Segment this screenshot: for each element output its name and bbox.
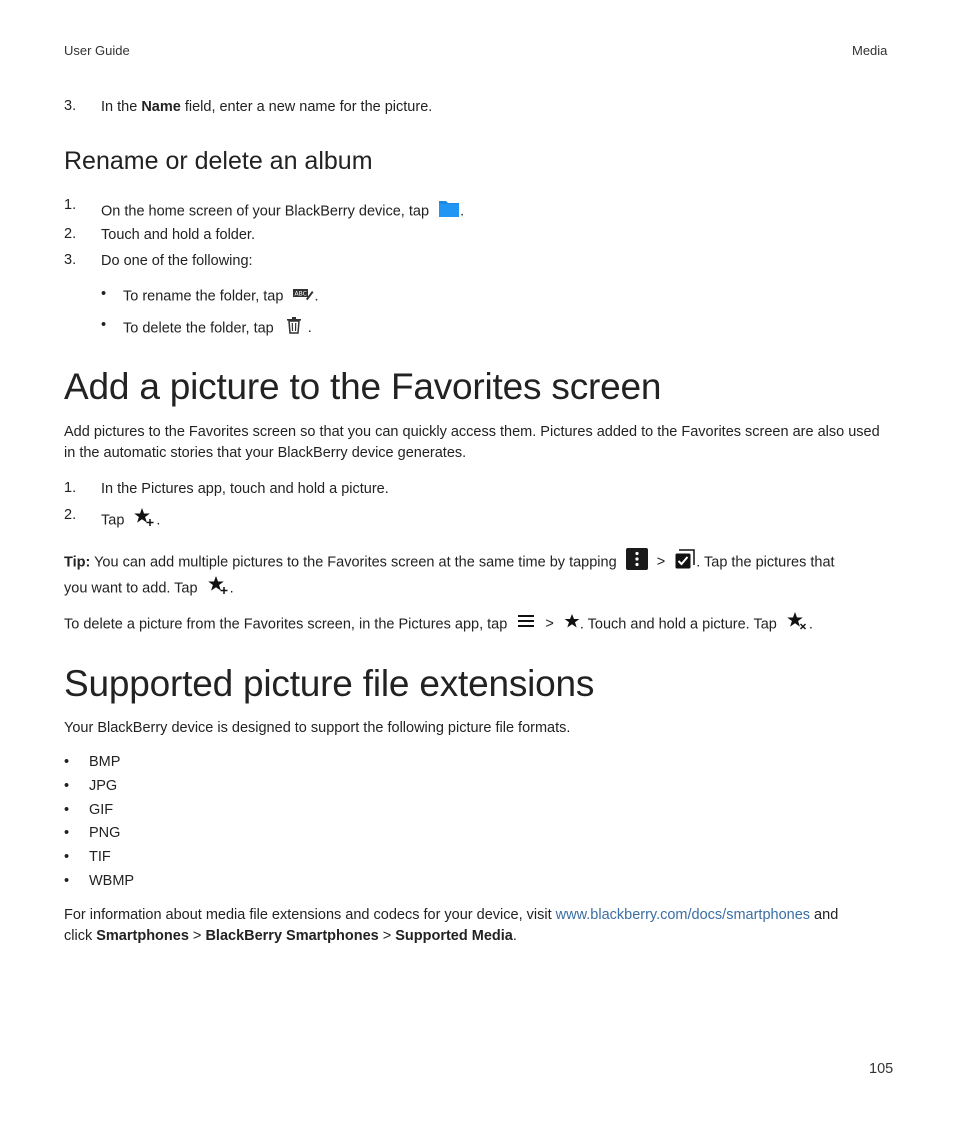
extensions-intro: Your BlackBerry device is designed to support the following picture file formats. xyxy=(64,720,571,736)
step-text xyxy=(101,507,160,534)
step-text: In the Pictures app, touch and hold a picture. xyxy=(101,481,389,497)
delete-favorite-note xyxy=(64,611,813,638)
format-list xyxy=(64,752,134,895)
step-number: 1. xyxy=(64,480,77,496)
multi-select-icon xyxy=(674,548,696,577)
section-title-rename: Rename or delete an album xyxy=(64,147,373,175)
footer-period: . xyxy=(512,928,517,944)
list-item: • JPG xyxy=(64,777,118,794)
list-item: • BMP xyxy=(64,754,121,770)
tip-line-2 xyxy=(64,575,234,602)
trash-icon xyxy=(286,316,302,341)
tip-line-1 xyxy=(64,548,835,577)
step-number: 3. xyxy=(64,252,77,268)
nav-blackberry-smartphones: BlackBerry Smartphones xyxy=(205,928,379,944)
folder-icon xyxy=(438,197,460,226)
note-period: . xyxy=(808,616,813,633)
bullet-text xyxy=(123,285,318,308)
bullet: • xyxy=(101,286,107,302)
format-name: WBMP xyxy=(89,872,135,889)
star-icon xyxy=(564,613,580,636)
format-name: PNG xyxy=(89,825,121,842)
nav-separator: > xyxy=(378,928,396,944)
bullet-text xyxy=(123,316,312,341)
step-text-label: Tap xyxy=(101,512,125,529)
tip-text: you want to add. Tap xyxy=(64,580,198,597)
step-number: 1. xyxy=(64,197,77,213)
favorites-intro: Add pictures to the Favorites screen so that you can quickly access them. Pictures added to the Favorites screen are also used in the automatic stories that your BlackBerry device generates. xyxy=(64,424,880,461)
list-item: • GIF xyxy=(64,801,114,818)
format-name: JPG xyxy=(89,777,118,794)
menu-icon xyxy=(517,613,535,636)
tip-separator: > xyxy=(656,554,666,571)
step-text xyxy=(101,197,464,226)
star-plus-icon xyxy=(134,507,156,534)
nav-smartphones: Smartphones xyxy=(96,928,189,944)
step-number: 2. xyxy=(64,226,77,242)
more-vertical-icon xyxy=(626,548,648,577)
page-number: 105 xyxy=(869,1061,894,1077)
name-field-label: Name xyxy=(141,99,181,115)
docs-link[interactable]: www.blackberry.com/docs/smartphones xyxy=(555,907,811,923)
note-text: . Touch and hold a picture. Tap xyxy=(579,616,777,633)
tip-period: . xyxy=(229,580,234,597)
step-text-post: field, enter a new name for the picture. xyxy=(180,99,433,115)
bullet-period: . xyxy=(314,288,319,305)
list-item: • TIF xyxy=(64,849,111,866)
format-name: BMP xyxy=(89,754,121,770)
list-item: • WBMP xyxy=(64,872,135,889)
step-number: 2. xyxy=(64,507,77,523)
list-item: • PNG xyxy=(64,825,121,842)
svg-text:ABC: ABC xyxy=(294,290,308,298)
format-name: GIF xyxy=(89,801,114,818)
step-number: 3. xyxy=(64,98,77,114)
tip-text: You can add multiple pictures to the Favorites screen at the same time by tapping xyxy=(90,554,617,571)
tip-text: . Tap the pictures that xyxy=(696,554,835,571)
step-text: Touch and hold a folder. xyxy=(101,227,255,243)
tip-label: Tip: xyxy=(64,554,91,571)
step-text-label: On the home screen of your BlackBerry device, tap xyxy=(101,203,430,220)
footer-info-line-1 xyxy=(64,905,838,926)
bullet-label: To delete the folder, tap xyxy=(123,320,274,337)
header-section-title: Media xyxy=(852,43,888,58)
footer-text: click xyxy=(64,928,97,944)
note-text: To delete a picture from the Favorites screen, in the Pictures app, tap xyxy=(64,616,508,633)
step-text-period: . xyxy=(460,203,465,220)
star-plus-icon xyxy=(208,575,230,602)
footer-info-line-2 xyxy=(64,926,517,947)
step-text-pre: In the xyxy=(101,99,142,115)
rename-abc-icon xyxy=(292,285,314,308)
header-guide-title: User Guide xyxy=(64,43,130,58)
note-separator: > xyxy=(545,616,554,633)
footer-text: For information about media file extensions and codecs for your device, visit xyxy=(64,907,556,923)
format-name: TIF xyxy=(89,849,111,866)
nav-supported-media: Supported Media xyxy=(395,928,513,944)
step-text xyxy=(101,97,432,118)
bullet: • xyxy=(101,317,107,333)
step-text-period: . xyxy=(156,512,161,529)
bullet-period: . xyxy=(307,320,312,337)
section-title-extensions: Supported picture file extensions xyxy=(64,663,595,704)
step-text: Do one of the following: xyxy=(101,253,253,269)
star-remove-icon xyxy=(787,611,809,638)
bullet-label: To rename the folder, tap xyxy=(123,288,284,305)
nav-separator: > xyxy=(188,928,206,944)
footer-text: and xyxy=(810,907,839,923)
section-title-favorites: Add a picture to the Favorites screen xyxy=(64,366,662,407)
